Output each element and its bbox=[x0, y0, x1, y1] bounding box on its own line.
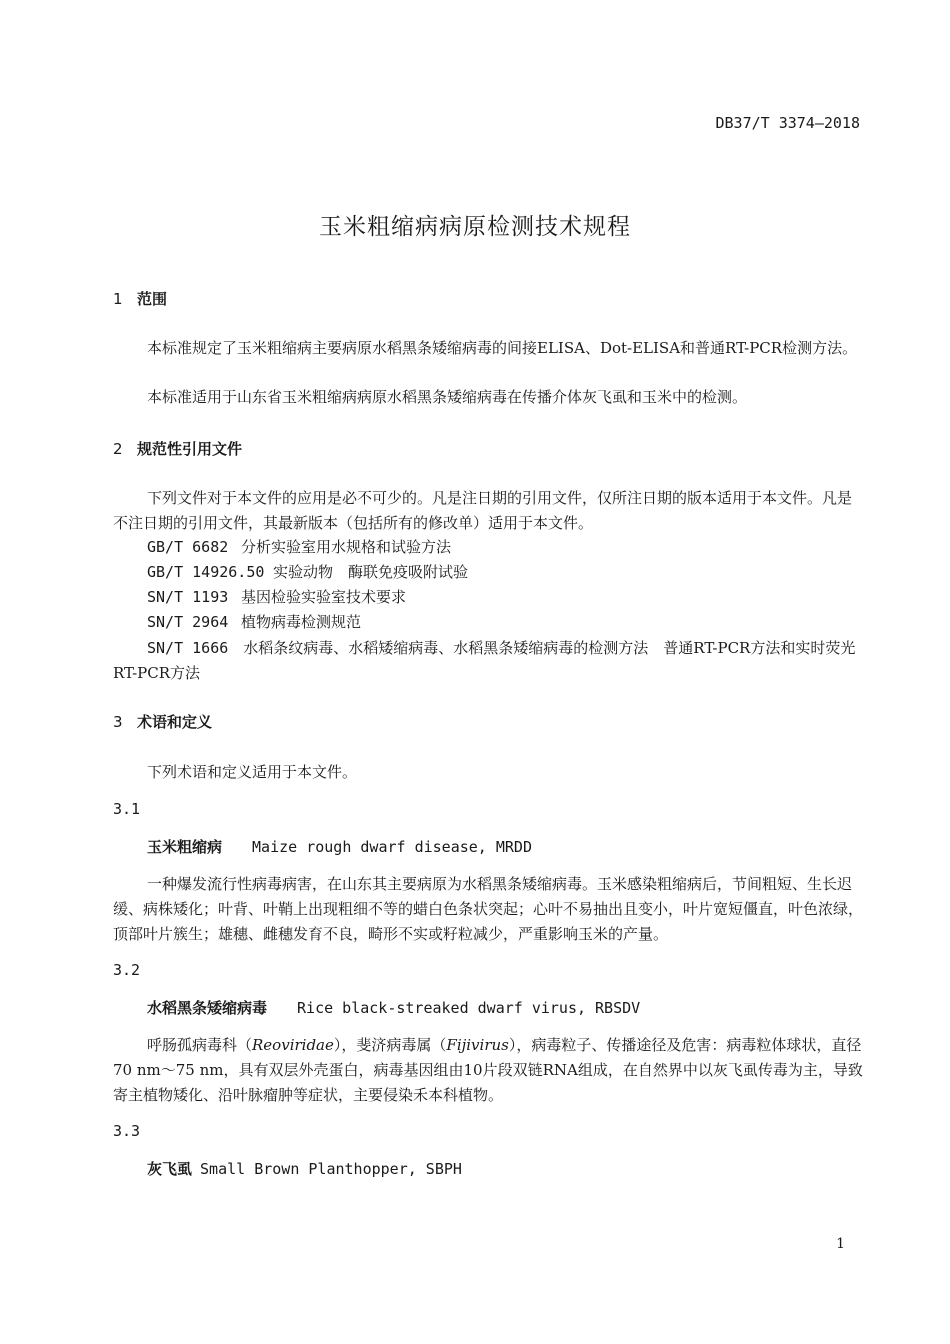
section-1-paragraph-1: 本标准规定了玉米粗缩病主要病原水稻黑条矮缩病毒的间接ELISA、Dot-ELISA和普通RT-PCR检测方法。 bbox=[147, 339, 858, 357]
reference-title: 实验动物 酶联免疫吸附试验 bbox=[273, 563, 469, 581]
section-number: 3 bbox=[113, 713, 123, 731]
standard-code: DB37/T 3374—2018 bbox=[715, 114, 860, 132]
term-chinese: 水稻黑条矮缩病毒 bbox=[147, 999, 268, 1017]
term-definition: 一种爆发流行性病毒病害，在山东其主要病原为水稻黑条矮缩病毒。玉米感染粗缩病后，节间粗短、生长迟缓、病株矮化；叶背、叶鞘上出现粗细不等的蜡白色条状突起；心叶不易抽出且变小，叶片宽短僵直，叶色浓绿，顶部叶片簇生；雄穗、雌穗发育不良，畸形不实或籽粒减少，严重影响玉米的产量。 bbox=[113, 875, 864, 943]
term-entry bbox=[147, 1158, 462, 1179]
term-chinese: 玉米粗缩病 bbox=[147, 838, 223, 856]
term-english: Maize rough dwarf disease, MRDD bbox=[252, 838, 532, 856]
clause-number: 3.2 bbox=[113, 961, 141, 979]
reference-code: GB/T 6682 bbox=[147, 538, 229, 556]
reference-code: SN/T 1666 bbox=[147, 639, 229, 657]
section-3-paragraph-1: 下列术语和定义适用于本文件。 bbox=[147, 763, 358, 781]
reference-item bbox=[147, 611, 361, 632]
section-2-paragraph-1: 下列文件对于本文件的应用是必不可少的。凡是注日期的引用文件，仅所注日期的版本适用于本文件。凡是不注日期的引用文件，其最新版本（包括所有的修改单）适用于本文件。 bbox=[113, 489, 853, 532]
definition-text: ），斐济病毒属（ bbox=[333, 1036, 447, 1054]
clause-number: 3.1 bbox=[113, 800, 141, 818]
section-2-heading bbox=[113, 438, 242, 459]
document-title: 玉米粗缩病病原检测技术规程 bbox=[319, 214, 631, 240]
reference-title: 水稻条纹病毒、水稻矮缩病毒、水稻黑条矮缩病毒的检测方法 普通RT-PCR方法和实时荧光RT-PCR方法 bbox=[113, 639, 856, 682]
reference-title: 基因检验实验室技术要求 bbox=[241, 588, 407, 606]
term-english: Small Brown Planthopper, SBPH bbox=[200, 1160, 462, 1178]
term-entry bbox=[147, 997, 640, 1018]
family-name: Reoviridae bbox=[252, 1036, 334, 1054]
section-1-heading bbox=[113, 288, 167, 309]
section-number: 2 bbox=[113, 440, 123, 458]
definition-text: ），病毒粒子、传播途径及危害：病毒粒体球状，直径70 nm～75 nm，具有双层外壳蛋白，病毒基因组由10片段双链RNA组成，在自然界中以灰飞虱传毒为主，导致寄主植物矮化、沿叶脉瘤肿等症状，主要侵染禾本科植物。 bbox=[113, 1036, 863, 1104]
definition-text: 呼肠孤病毒科（ bbox=[147, 1036, 253, 1054]
reference-item bbox=[147, 561, 468, 582]
genus-name: Fijivirus bbox=[446, 1036, 509, 1054]
reference-code: SN/T 1193 bbox=[147, 588, 229, 606]
clause-number: 3.3 bbox=[113, 1122, 141, 1140]
section-title: 术语和定义 bbox=[137, 713, 213, 731]
page-number: 1 bbox=[836, 1236, 845, 1252]
reference-item bbox=[113, 636, 863, 686]
section-1-paragraph-2: 本标准适用于山东省玉米粗缩病病原水稻黑条矮缩病毒在传播介体灰飞虱和玉米中的检测。 bbox=[147, 388, 748, 406]
term-english: Rice black-streaked dwarf virus, RBSDV bbox=[297, 999, 641, 1017]
section-number: 1 bbox=[113, 290, 123, 308]
reference-code: GB/T 14926.50 bbox=[147, 563, 265, 581]
reference-title: 分析实验室用水规格和试验方法 bbox=[241, 538, 452, 556]
reference-item bbox=[147, 586, 406, 607]
section-title: 规范性引用文件 bbox=[137, 440, 243, 458]
reference-item bbox=[147, 536, 451, 557]
section-3-heading bbox=[113, 711, 212, 732]
section-title: 范围 bbox=[137, 290, 168, 308]
reference-title: 植物病毒检测规范 bbox=[241, 613, 362, 631]
term-entry bbox=[147, 836, 532, 857]
term-definition bbox=[113, 1033, 863, 1108]
reference-code: SN/T 2964 bbox=[147, 613, 229, 631]
term-chinese: 灰飞虱 bbox=[147, 1160, 193, 1178]
